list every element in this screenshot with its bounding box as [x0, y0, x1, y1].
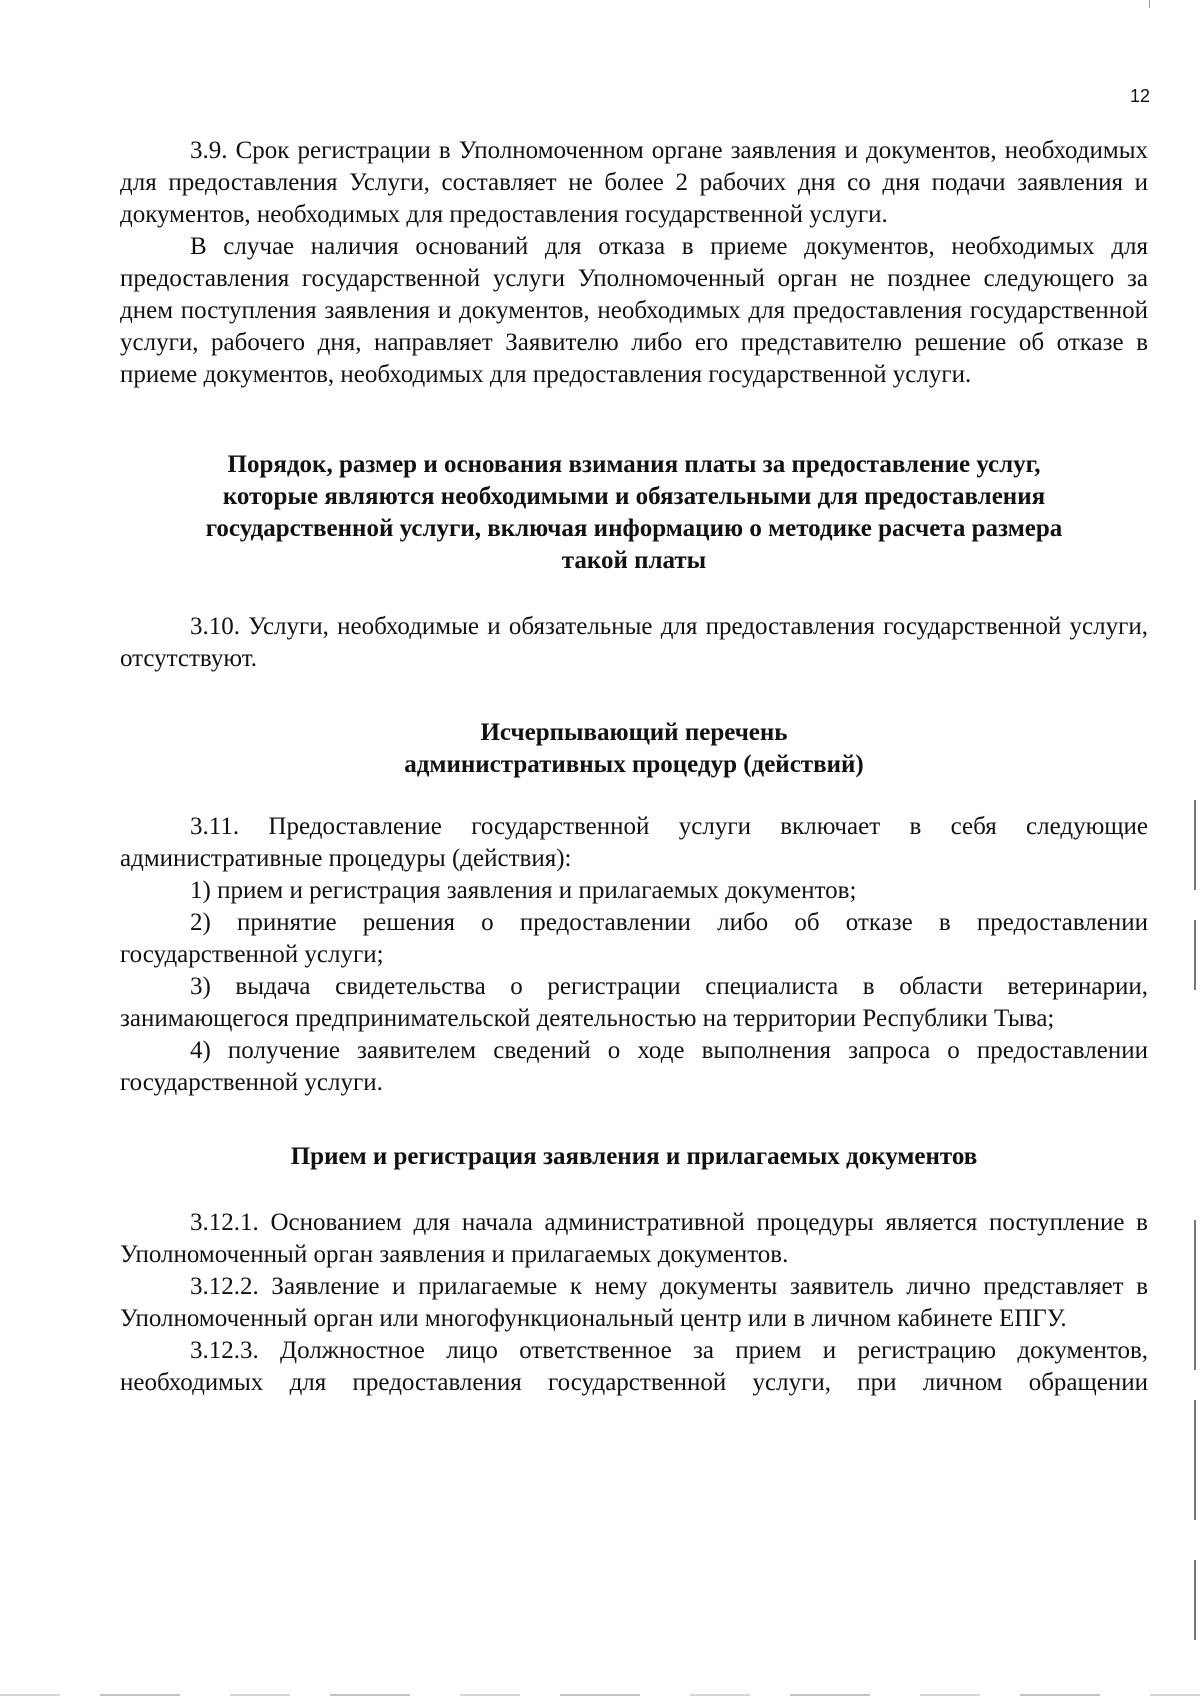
section-heading-reception [120, 1141, 1148, 1173]
scan-edge-mark [1194, 800, 1196, 890]
scan-bottom-edge [0, 1694, 1200, 1696]
list-item-1: 1) прием и регистрация заявления и прилагаемых документов; [190, 877, 857, 904]
heading-line: такой платы [561, 547, 707, 574]
heading-line: Порядок, размер и основания взимания платы за предоставление услуг, [227, 451, 1041, 478]
list-item-4: 4) получение заявителем сведений о ходе выполнения запроса о предоставлении государственной услуги. [120, 1037, 1148, 1096]
list-item-2: 2) принятие решения о предоставлении либо об отказе в предоставлении государственной услуги; [120, 909, 1148, 968]
scan-edge-mark [1194, 1400, 1196, 1520]
scan-edge-mark [1194, 1560, 1196, 1640]
heading-line: которые являются необходимыми и обязательными для предоставления [222, 483, 1046, 510]
heading-line: Исчерпывающий перечень [480, 719, 788, 746]
section-heading-procedures [120, 717, 1148, 781]
paragraph-3-12-2: 3.12.2. Заявление и прилагаемые к нему документы заявитель лично представляет в Уполномоченный орган или многофункциональный центр или в личном кабинете ЕПГУ. [120, 1273, 1148, 1332]
scan-edge-mark [1194, 920, 1196, 990]
scan-tick-mark [1149, 0, 1150, 8]
paragraph-3-10: 3.10. Услуги, необходимые и обязательные для предоставления государственной услуги, отсутствуют. [120, 613, 1148, 672]
paragraph-refusal-grounds: В случае наличия оснований для отказа в приеме документов, необходимых для предоставления государственной услуги Уполномоченный орган не позднее следующего за днем поступления заявления и документов, необходимых для предоставления государственной услуги, рабочего дня, направляет Заявителю либо его представителю решение об отказе в приеме документов, необходимых для предоставления государственной услуги. [120, 233, 1148, 388]
paragraph-3-12-1: 3.12.1. Основанием для начала административной процедуры является поступление в Уполномоченный орган заявления и прилагаемых документов. [120, 1209, 1148, 1268]
heading-line: государственной услуги, включая информацию о методике расчета размера [205, 515, 1063, 542]
paragraph-3-9: 3.9. Срок регистрации в Уполномоченном органе заявления и документов, необходимых для предоставления Услуги, составляет не более 2 рабочих дня со дня подачи заявления и документов, необходимых для предоставления государственной услуги. [120, 137, 1148, 228]
section-heading-fees [120, 449, 1148, 577]
heading-line: Прием и регистрация заявления и прилагаемых документов [290, 1143, 978, 1170]
paragraph-3-11: 3.11. Предоставление государственной услуги включает в себя следующие административные процедуры (действия): [120, 813, 1148, 872]
list-item-3: 3) выдача свидетельства о регистрации специалиста в области ветеринарии, занимающегося предпринимательской деятельностью на территории Республики Тыва; [120, 973, 1148, 1032]
paragraph-3-12-3: 3.12.3. Должностное лицо ответственное за прием и регистрацию документов, необходимых для предоставления государственной услуги, при личном обращении [120, 1337, 1148, 1396]
heading-line: административных процедур (действий) [404, 751, 864, 778]
scan-edge-mark [1194, 1220, 1196, 1370]
page-number: 12 [1129, 86, 1150, 106]
document-body [120, 135, 1148, 1399]
